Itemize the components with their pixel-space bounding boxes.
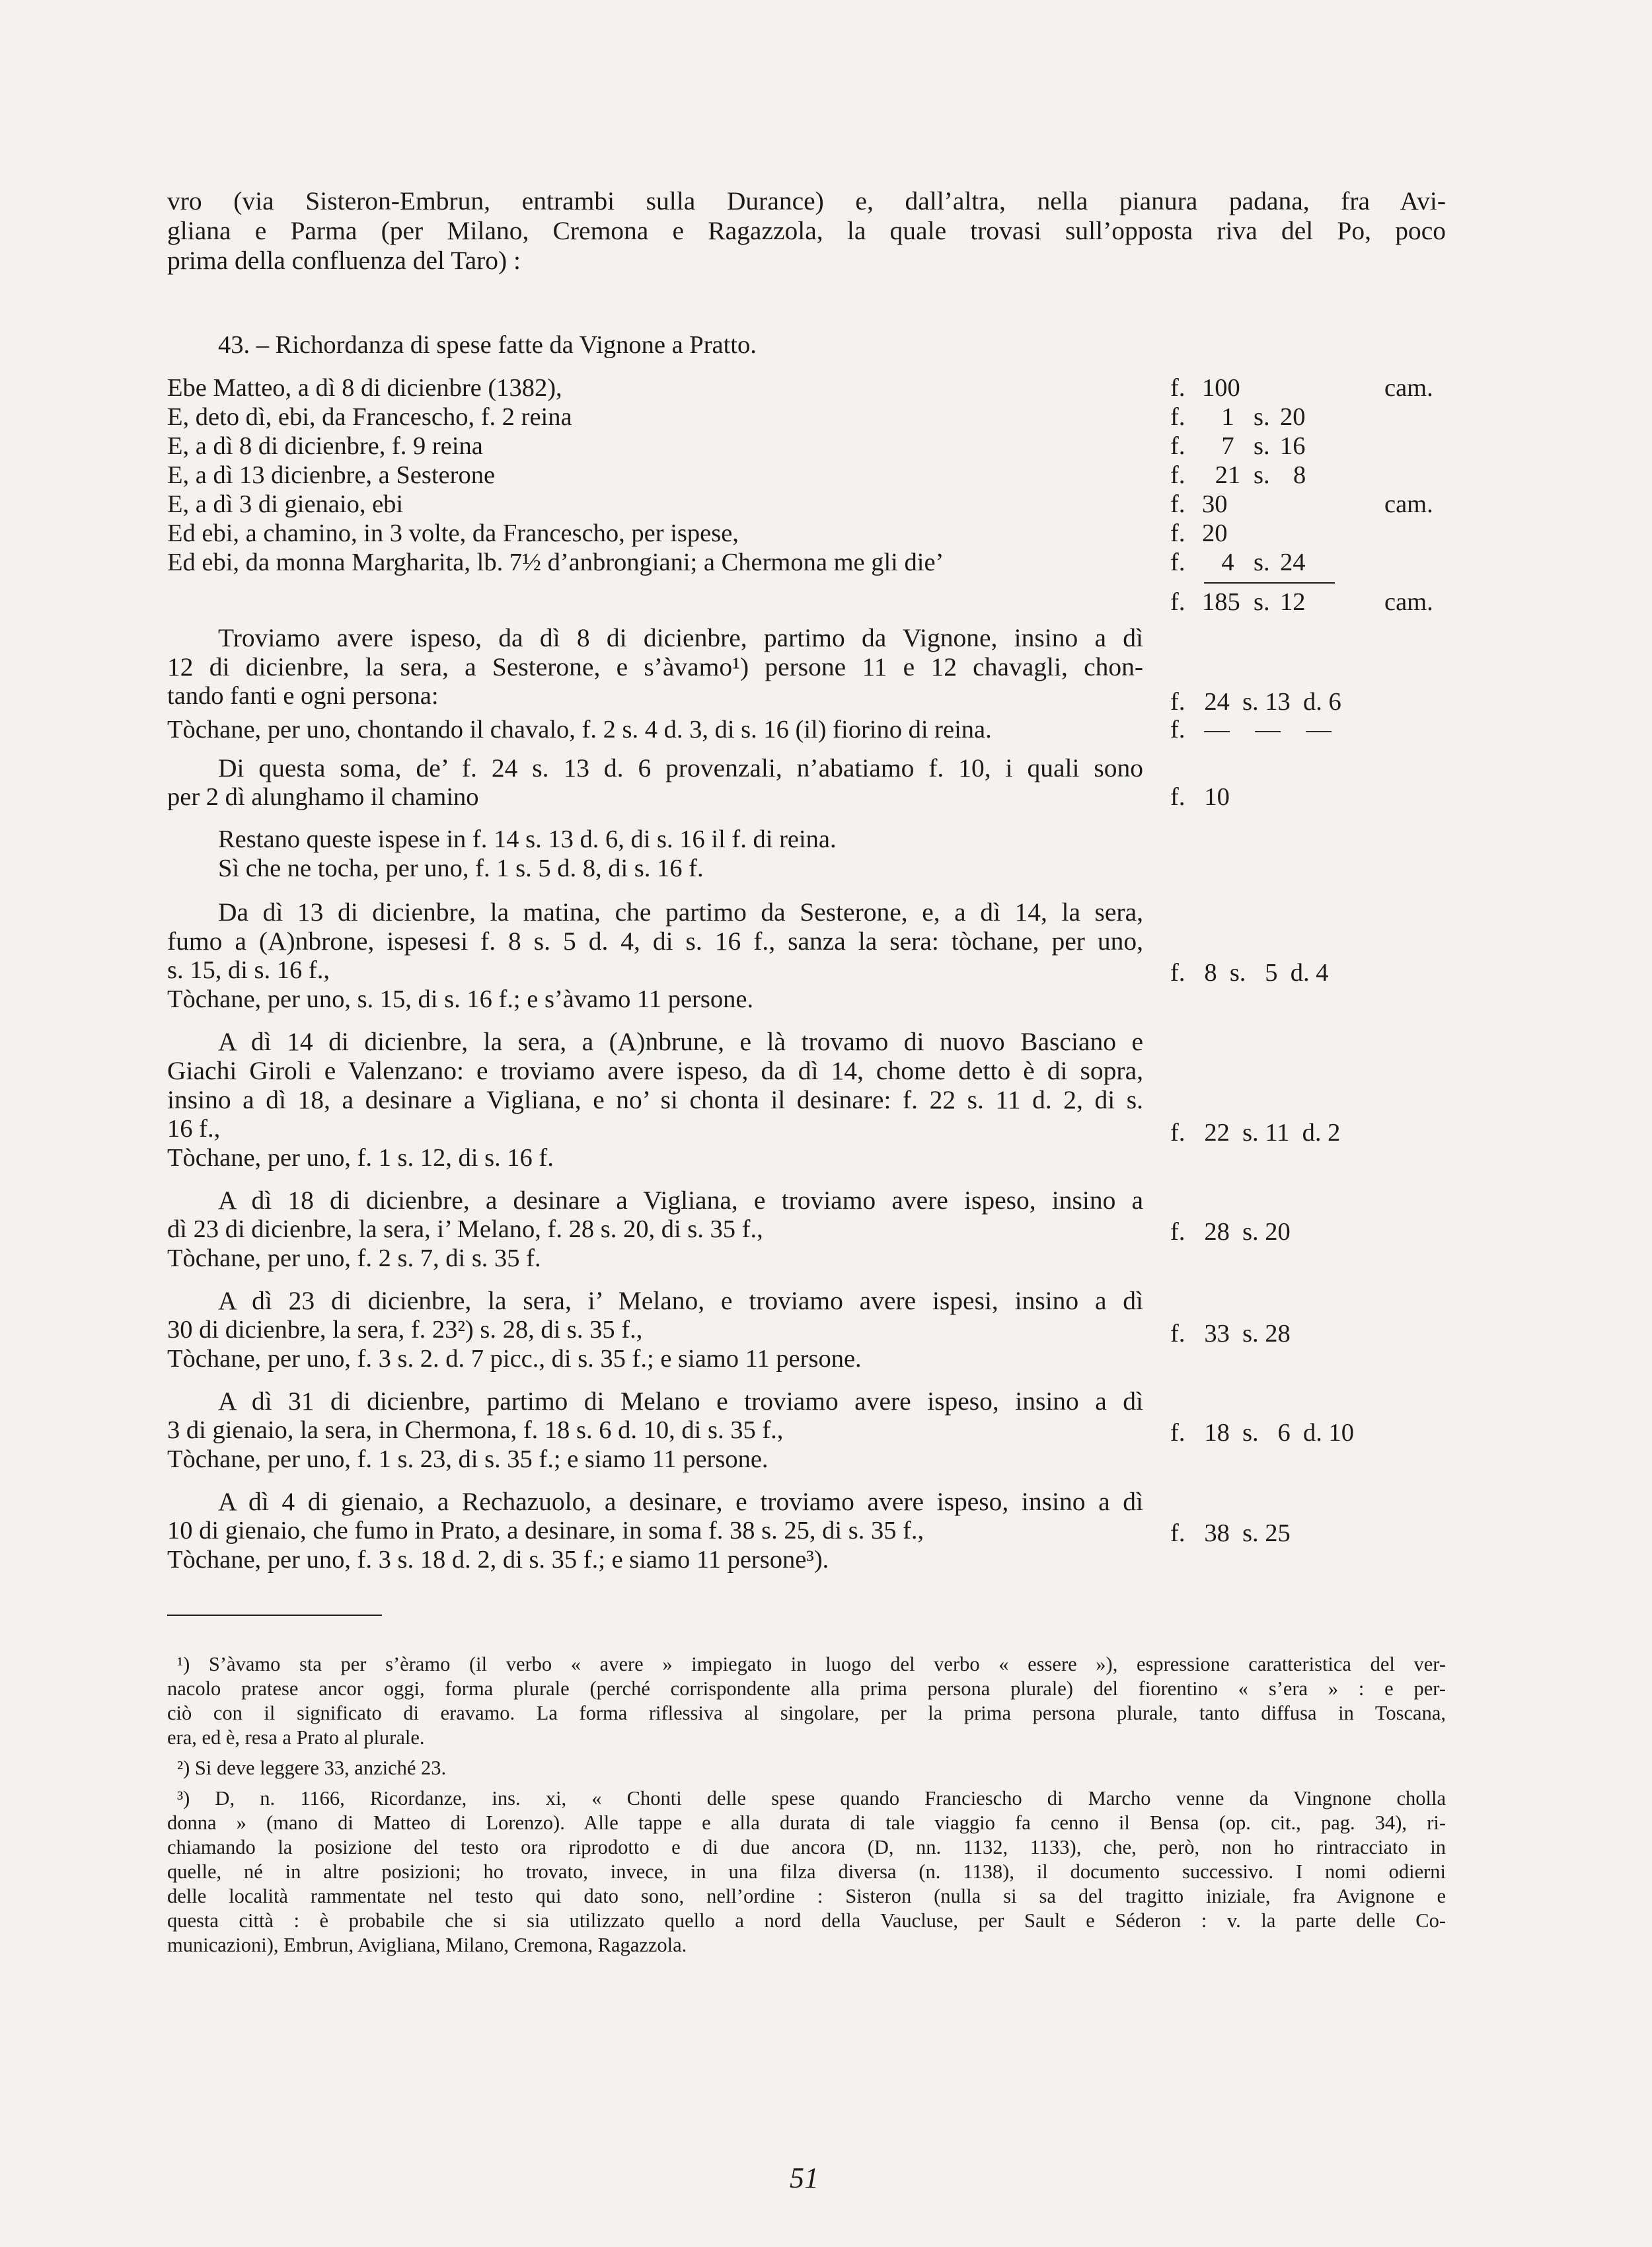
entry-amount: f. 30 [1170, 490, 1228, 518]
paragraph-amount: f. — — — [1170, 716, 1332, 743]
footnote-line: ²) Si deve leggere 33, anziché 23. [177, 1757, 447, 1779]
paragraph-line: Di questa soma, de’ f. 24 s. 13 d. 6 provenzali, n’abatiamo f. 10, i quali sono [218, 753, 1143, 782]
paragraph-line: A dì 18 di dicienbre, a desinare a Vigliana, e troviamo avere ispeso, insino a [218, 1186, 1143, 1215]
paragraph-line: Tòchane, per uno, f. 1 s. 23, di s. 35 f.; e siamo 11 persone. [167, 1445, 769, 1473]
entry-amount: f. 7 s. 16 [1170, 432, 1306, 460]
entry-text: Ed ebi, da monna Margharita, lb. 7½ d’anbrongiani; a Chermona me gli die’ [167, 549, 944, 576]
entry-amount: f. 4 s. 24 [1170, 549, 1306, 576]
paragraph-line: per 2 dì alunghamo il chamino [167, 783, 479, 811]
footnote-line: delle località rammentate nel testo qui dato sono, nell’ordine : Sisteron (nulla si sa del tragitto iniziale, fra Avignone e [167, 1885, 1446, 1907]
sum-rule [1204, 582, 1335, 584]
paragraph-line: 10 di gienaio, che fumo in Prato, a desinare, in soma f. 38 s. 25, di s. 35 f., [167, 1517, 924, 1544]
paragraph-line: 3 di gienaio, la sera, in Chermona, f. 18 s. 6 d. 10, di s. 35 f., [167, 1416, 784, 1444]
paragraph-line: Tòchane, per uno, f. 1 s. 12, di s. 16 f. [167, 1144, 554, 1172]
page-number: 51 [790, 2162, 819, 2194]
footnote-line: donna » (mano di Matteo di Lorenzo). Alle tappe e alla durata di tale viaggio fa cenno il Bensa (op. cit., pag. 34), ri- [167, 1811, 1446, 1834]
entry-text: Ebe Matteo, a dì 8 di dicienbre (1382), [167, 374, 562, 402]
paragraph-line: Tòchane, per uno, f. 3 s. 18 d. 2, di s. 35 f.; e siamo 11 persone³). [167, 1546, 829, 1574]
paragraph-line: Tòchane, per uno, chontando il chavalo, f. 2 s. 4 d. 3, di s. 16 (il) fiorino di reina. [167, 716, 992, 743]
paragraph-line: fumo a (A)nbrone, ispesesi f. 8 s. 5 d. 4, di s. 16 f., sanza la sera: tòchane, per uno, [167, 927, 1143, 956]
entry-currency: cam. [1384, 490, 1433, 518]
paragraph-line: Tòchane, per uno, f. 3 s. 2. d. 7 picc., di s. 35 f.; e siamo 11 persone. [167, 1345, 862, 1373]
footnote-line: era, ed è, resa a Prato al plurale. [167, 1726, 425, 1749]
paragraph-line: A dì 14 di dicienbre, la sera, a (A)nbrune, e là trovamo di nuovo Basciano e [218, 1027, 1143, 1056]
total-amount: f. 185 s. 12 [1170, 588, 1306, 616]
intro-line: prima della confluenza del Taro) : [167, 246, 521, 275]
entry-amount: f. 100 [1170, 374, 1240, 402]
footnote-line: municazioni), Embrun, Avigliana, Milano, Cremona, Ragazzola. [167, 1934, 687, 1956]
paragraph-line: 30 di dicienbre, la sera, f. 23²) s. 28, di s. 35 f., [167, 1316, 643, 1344]
total-currency: cam. [1384, 588, 1433, 616]
footnote-line: nacolo pratese ancor oggi, forma plurale (perché corrispondente alla prima persona plurale) del fiorentino « s’era » : e per- [167, 1677, 1446, 1700]
entry-text: E, a dì 13 dicienbre, a Sesterone [167, 461, 496, 489]
paragraph-line: Troviamo avere ispeso, da dì 8 di dicienbre, partimo da Vignone, insino a dì [218, 623, 1143, 652]
paragraph-line: dì 23 di dicienbre, la sera, i’ Melano, f. 28 s. 20, di s. 35 f., [167, 1215, 763, 1243]
intro-line: vro (via Sisteron-Embrun, entrambi sulla Durance) e, dall’altra, nella pianura padana, fra Avi- [167, 186, 1446, 215]
paragraph-line: Da dì 13 di dicienbre, la matina, che partimo da Sesterone, e, a dì 14, la sera, [218, 897, 1143, 927]
paragraph-line: 12 di dicienbre, la sera, a Sesterone, e s’àvamo¹) persone 11 e 12 chavagli, chon- [167, 652, 1143, 681]
paragraph-amount: f. 33 s. 28 [1170, 1320, 1291, 1348]
footnote-line: ciò con il significato di eravamo. La forma riflessiva al singolare, per la prima persona plurale, tanto diffusa in Toscana, [167, 1702, 1446, 1724]
paragraph-line: tando fanti e ogni persona: [167, 682, 439, 710]
entry-amount: f. 20 [1170, 519, 1228, 547]
footnote-line: questa città : è probabile che si sia utilizzato quello a nord della Vaucluse, per Sault e Séderon : v. la parte delle Co- [167, 1909, 1446, 1932]
paragraph-line: A dì 4 di gienaio, a Rechazuolo, a desinare, e troviamo avere ispeso, insino a dì [218, 1487, 1143, 1516]
paragraph-line: Restano queste ispese in f. 14 s. 13 d. 6, di s. 16 il f. di reina. [218, 825, 837, 853]
paragraph-line: Sì che ne tocha, per uno, f. 1 s. 5 d. 8, di s. 16 f. [218, 855, 704, 882]
footnote-line: ³) D, n. 1166, Ricordanze, ins. xi, « Chonti delle spese quando Franciescho di Marcho venne da Vingnone cholla [177, 1787, 1446, 1809]
paragraph-line: A dì 23 di dicienbre, la sera, i’ Melano, e troviamo avere ispesi, insino a dì [218, 1286, 1143, 1315]
footnote-line: ¹) S’àvamo sta per s’èramo (il verbo « avere » impiegato in luogo del verbo « essere »), espressione caratteristica del ver- [177, 1653, 1446, 1675]
footnote-line: quelle, né in altre posizioni; ho trovato, invece, in una filza diversa (n. 1138), il documento successivo. I nomi odierni [167, 1860, 1446, 1883]
paragraph-amount: f. 10 [1170, 783, 1230, 811]
paragraph-line: A dì 31 di dicienbre, partimo di Melano e troviamo avere ispeso, insino a dì [218, 1387, 1143, 1416]
footnote-separator [167, 1615, 382, 1616]
paragraph-line: Giachi Giroli e Valenzano: e troviamo avere ispeso, da dì 14, chome detto è di sopra, [167, 1056, 1143, 1085]
paragraph-line: Tòchane, per uno, f. 2 s. 7, di s. 35 f. [167, 1244, 541, 1272]
entry-amount: f. 21 s. 8 [1170, 461, 1306, 489]
entry-text: E, a dì 8 di dicienbre, f. 9 reina [167, 432, 483, 460]
paragraph-amount: f. 38 s. 25 [1170, 1519, 1291, 1547]
paragraph-amount: f. 24 s. 13 d. 6 [1170, 688, 1341, 716]
document-heading: 43. – Richordanza di spese fatte da Vignone a Pratto. [218, 331, 757, 359]
paragraph-line: s. 15, di s. 16 f., [167, 956, 330, 984]
paragraph-line: Tòchane, per uno, s. 15, di s. 16 f.; e s’àvamo 11 persone. [167, 985, 754, 1013]
paragraph-amount: f. 8 s. 5 d. 4 [1170, 959, 1329, 987]
entry-amount: f. 1 s. 20 [1170, 403, 1306, 431]
paragraph-amount: f. 18 s. 6 d. 10 [1170, 1419, 1355, 1447]
paragraph-amount: f. 28 s. 20 [1170, 1218, 1291, 1246]
entry-text: E, a dì 3 di gienaio, ebi [167, 490, 404, 518]
entry-currency: cam. [1384, 374, 1433, 402]
entry-text: E, deto dì, ebi, da Francescho, f. 2 reina [167, 403, 572, 431]
entry-text: Ed ebi, a chamino, in 3 volte, da Francescho, per ispese, [167, 519, 739, 547]
paragraph-line: 16 f., [167, 1115, 221, 1143]
paragraph-amount: f. 22 s. 11 d. 2 [1170, 1119, 1341, 1147]
intro-line: gliana e Parma (per Milano, Cremona e Ragazzola, la quale trovasi sull’opposta riva del Po, poco [167, 216, 1446, 245]
paragraph-line: insino a dì 18, a desinare a Vigliana, e no’ si chonta il desinare: f. 22 s. 11 d. 2, di s. [167, 1085, 1143, 1114]
footnote-line: chiamando la posizione del testo ora riprodotto e di due ancora (D, nn. 1132, 1133), che, però, non ho rintracciato in [167, 1836, 1446, 1858]
